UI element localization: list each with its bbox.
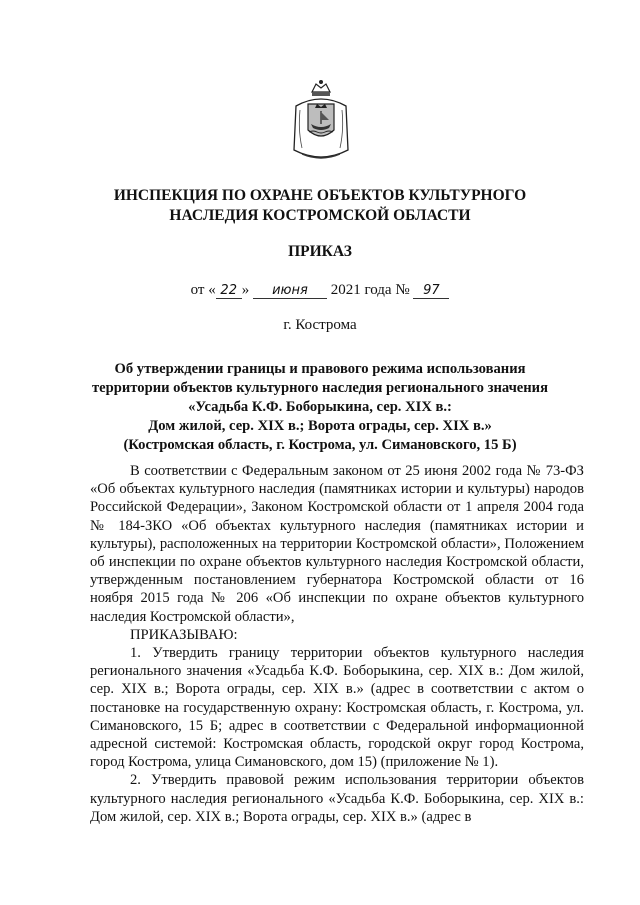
decree-word: ПРИКАЗЫВАЮ: (130, 626, 238, 643)
subject-line-2: территории объектов культурного наследия регионального значения (92, 380, 548, 396)
preamble-paragraph: В соответствии с Федеральным законом от 25 июня 2002 года № 73-ФЗ «Об объектах культурного наследия (памятниках истории и культуры) народов Российской Федерации», Законом Костромской области от 1 апреля 2004 года № 184-ЗКО «Об объектах культурного наследия (памятниках истории и культуры), расположенных на территории Костромской области», Положением об инспекции по охране объектов культурного наследия Костромской области, утвержденным постановлением губернатора Костромской области от 16 ноября 2015 года № 206 «Об инспекции по охране объектов культурного наследия Костромской области», (90, 463, 584, 625)
order-subject (80, 360, 560, 455)
document-body (90, 462, 584, 826)
organization-name (60, 186, 580, 226)
subject-line-5: (Костромская область, г. Кострома, ул. Симановского, 15 Б) (123, 437, 517, 453)
item-1-paragraph: 1. Утвердить границу территории объектов культурного наследия регионального значения «Усадьба К.Ф. Боборыкина, сер. XIX в.: Дом жилой, сер. XIX в.; Ворота ограды, сер. XIX в.» (адрес в соответствии с актом о постановке на государственную охрану: Костромская область, г. Кострома, ул. Симановского, 15 Б; адрес в соответствии с Федеральной информационной адресной системой: Костромская область, городской округ город Кострома, город Кострома, улица Симановского, дом 15) (приложение № 1). (90, 645, 584, 771)
handwritten-day: 22 (216, 283, 242, 299)
subject-line-4: Дом жилой, сер. XIX в.; Ворота ограды, сер. XIX в.» (148, 418, 492, 434)
handwritten-order-number: 97 (413, 283, 449, 299)
city-line: г. Кострома (283, 317, 357, 333)
order-date-line (0, 282, 640, 299)
date-quote-close: » (241, 282, 250, 298)
coat-of-arms-emblem (288, 78, 354, 164)
item-2-paragraph: 2. Утвердить правовой режим использования территории объектов культурного наследия регионального «Усадьба К.Ф. Боборыкина, сер. XIX в.: Дом жилой, сер. XIX в.; Ворота ограды, сер. XIX в.» (адрес в (90, 772, 584, 825)
subject-line-1: Об утверждении границы и правового режима использования (114, 361, 526, 377)
date-year: 2021 года № (330, 282, 410, 298)
date-prefix: от « (190, 282, 216, 298)
handwritten-month: июня (253, 283, 327, 299)
org-line-2: НАСЛЕДИЯ КОСТРОМСКОЙ ОБЛАСТИ (169, 207, 471, 224)
document-title: ПРИКАЗ (288, 243, 352, 260)
org-line-1: ИНСПЕКЦИЯ ПО ОХРАНЕ ОБЪЕКТОВ КУЛЬТУРНОГО (113, 187, 527, 204)
subject-line-3: «Усадьба К.Ф. Боборыкина, сер. XIX в.: (188, 399, 452, 415)
